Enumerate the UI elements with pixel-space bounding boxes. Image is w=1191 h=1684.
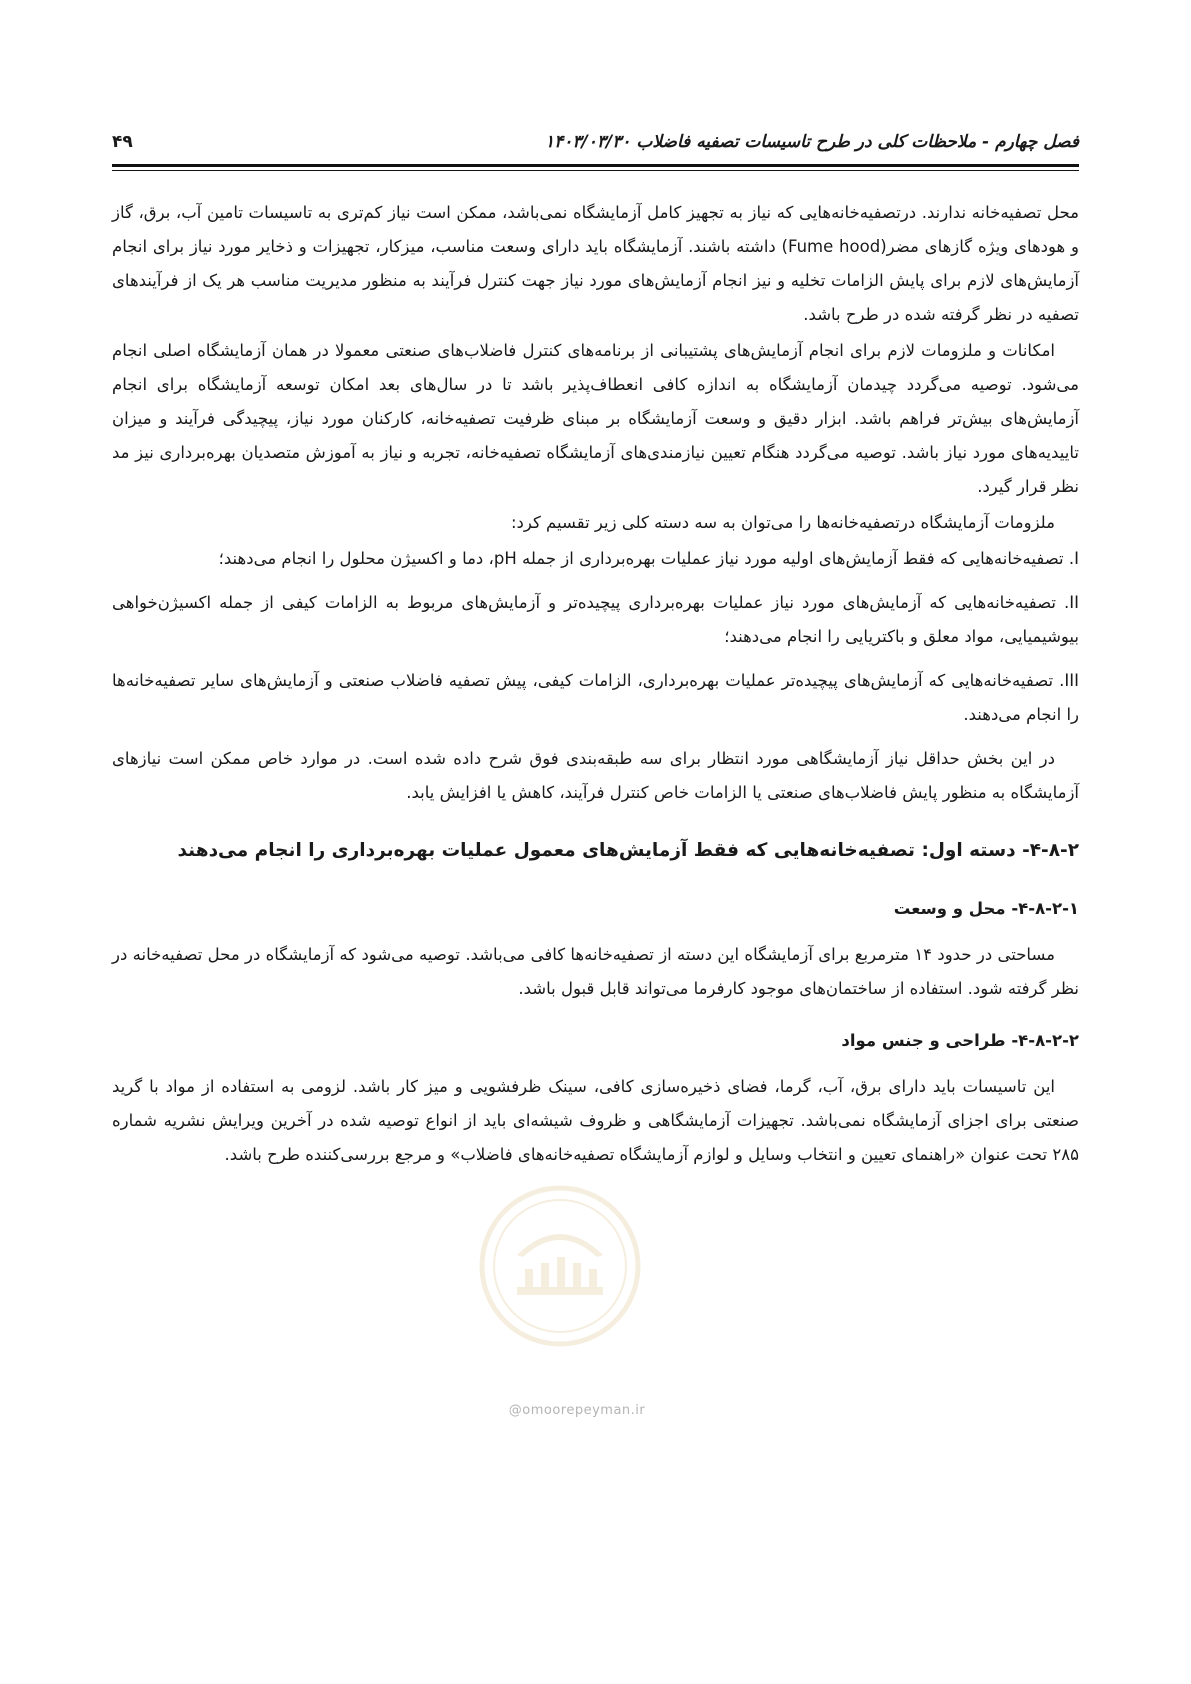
- header-title: فصل چهارم - ملاحظات کلی در طرح تاسیسات تصفیه فاضلاب ۱۴۰۳/۰۳/۳۰: [545, 132, 1079, 152]
- list-item: II. تصفیه‌خانه‌هایی که آزمایش‌های مورد نیاز عملیات بهره‌برداری پیچیده‌تر و آزمایش‌های مربوط به الزامات کیفی از جمله اکسیژن‌خواهی بیوشیمیایی، مواد معلق و باکتریایی را انجام می‌دهند؛: [112, 593, 1079, 646]
- running-header: [112, 128, 1079, 158]
- paragraph: ملزومات آزمایشگاه درتصفیه‌خانه‌ها را می‌توان به سه دسته کلی زیر تقسیم کرد:: [510, 513, 1055, 532]
- subsection-heading: ۴-۸-۲-۲- طراحی و جنس مواد: [841, 1031, 1079, 1050]
- paragraph: محل تصفیه‌خانه ندارند. درتصفیه‌خانه‌هایی که نیاز به تجهیز کامل آزمایشگاه نمی‌باشد، ممکن است نیاز کم‌تری به تاسیسات تامین آب، برق، گاز و هودهای ویژه گازهای مضر(Fume hood) داشته باشند. آزمایشگاه باید دارای وسعت مناسب، میزکار، تجهیزات و ذخایر مورد نیاز برای انجام آزمایش‌های لازم برای پایش الزامات تخلیه و نیز انجام آزمایش‌های مورد نیاز جهت کنترل فرآیند به منظور مدیریت مناسب هر یک از فرآیندهای تصفیه در نظر گرفته شده در طرح باشد.: [112, 203, 1080, 324]
- header-rule-thick: [112, 164, 1079, 167]
- header-rule-thin: [112, 170, 1079, 171]
- paragraph: در این بخش حداقل نیاز آزمایشگاهی مورد انتظار برای سه طبقه‌بندی فوق شرح داده شده است. در موارد خاص ممکن است نیازهای آزمایشگاه به منظور پایش فاضلاب‌های صنعتی یا الزامات خاص کنترل فرآیند، کاهش یا افزایش یابد.: [112, 749, 1079, 802]
- paragraph: امکانات و ملزومات لازم برای انجام آزمایش‌های پشتیبانی از برنامه‌های کنترل فاضلاب‌های صنعتی معمولا در همان آزمایشگاه اصلی انجام می‌شود. توصیه می‌گردد چیدمان آزمایشگاه به اندازه کافی انعطاف‌پذیر باشد تا در سال‌های بعد امکان توسعه آزمایشگاه برای انجام آزمایش‌های بیش‌تر فراهم باشد. ابزار دقیق و وسعت آزمایشگاه بر مبنای ظرفیت تصفیه‌خانه، کارکنان مورد نیاز، پیچیدگی فرآیند و میزان تاییدیه‌های مورد نیاز باشد. توصیه می‌گردد هنگام تعیین نیازمندی‌های آزمایشگاه تصفیه‌خانه، تجربه و نیاز به آموزش متصدیان بهره‌برداری نیز مد نظر قرار گیرد.: [112, 341, 1079, 496]
- list-item: I. تصفیه‌خانه‌هایی که فقط آزمایش‌های اولیه مورد نیاز عملیات بهره‌برداری از جمله pH، دما و اکسیژن محلول را انجام می‌دهند؛: [218, 549, 1079, 568]
- watermark-seal-icon: [477, 1183, 643, 1349]
- paragraph: این تاسیسات باید دارای برق، آب، گرما، فضای ذخیره‌سازی کافی، سینک ظرفشویی و میز کار باشد. لزومی به استفاده از مواد با گرید صنعتی برای اجزای آزمایشگاه نمی‌باشد. تجهیزات آزمایشگاهی و ظروف شیشه‌ای باید از انواع توصیه شده در آخرین ویرایش نشریه شماره ۲۸۵ تحت عنوان «راهنمای تعیین و انتخاب وسایل و لوازم آزمایشگاه تصفیه‌خانه‌های فاضلاب» و مرجع بررسی‌کننده طرح باشد.: [112, 1077, 1079, 1164]
- paragraph: مساحتی در حدود ۱۴ مترمربع برای آزمایشگاه این دسته از تصفیه‌خانه‌ها کافی می‌باشد. توصیه می‌شود که آزمایشگاه در محل تصفیه‌خانه در نظر گرفته شود. استفاده از ساختمان‌های موجود کارفرما می‌تواند قابل قبول باشد.: [112, 945, 1079, 998]
- subsection-heading: ۴-۸-۲-۱- محل و وسعت: [893, 899, 1079, 918]
- section-heading: ۴-۸-۲- دسته اول: تصفیه‌خانه‌هایی که فقط آزمایش‌های معمول عملیات بهره‌برداری را انجام می‌دهند: [177, 840, 1079, 861]
- list-item: III. تصفیه‌خانه‌هایی که آزمایش‌های پیچیده‌تر عملیات بهره‌برداری، الزامات کیفی، پیش تصفیه فاضلاب صنعتی و آزمایش‌های سایر تصفیه‌خانه‌ها را انجام می‌دهند.: [112, 671, 1079, 724]
- page-number: ۴۹: [112, 132, 133, 152]
- document-body: [112, 196, 1079, 1174]
- watermark-site-text: @omoorepeyman.ir: [508, 1403, 646, 1418]
